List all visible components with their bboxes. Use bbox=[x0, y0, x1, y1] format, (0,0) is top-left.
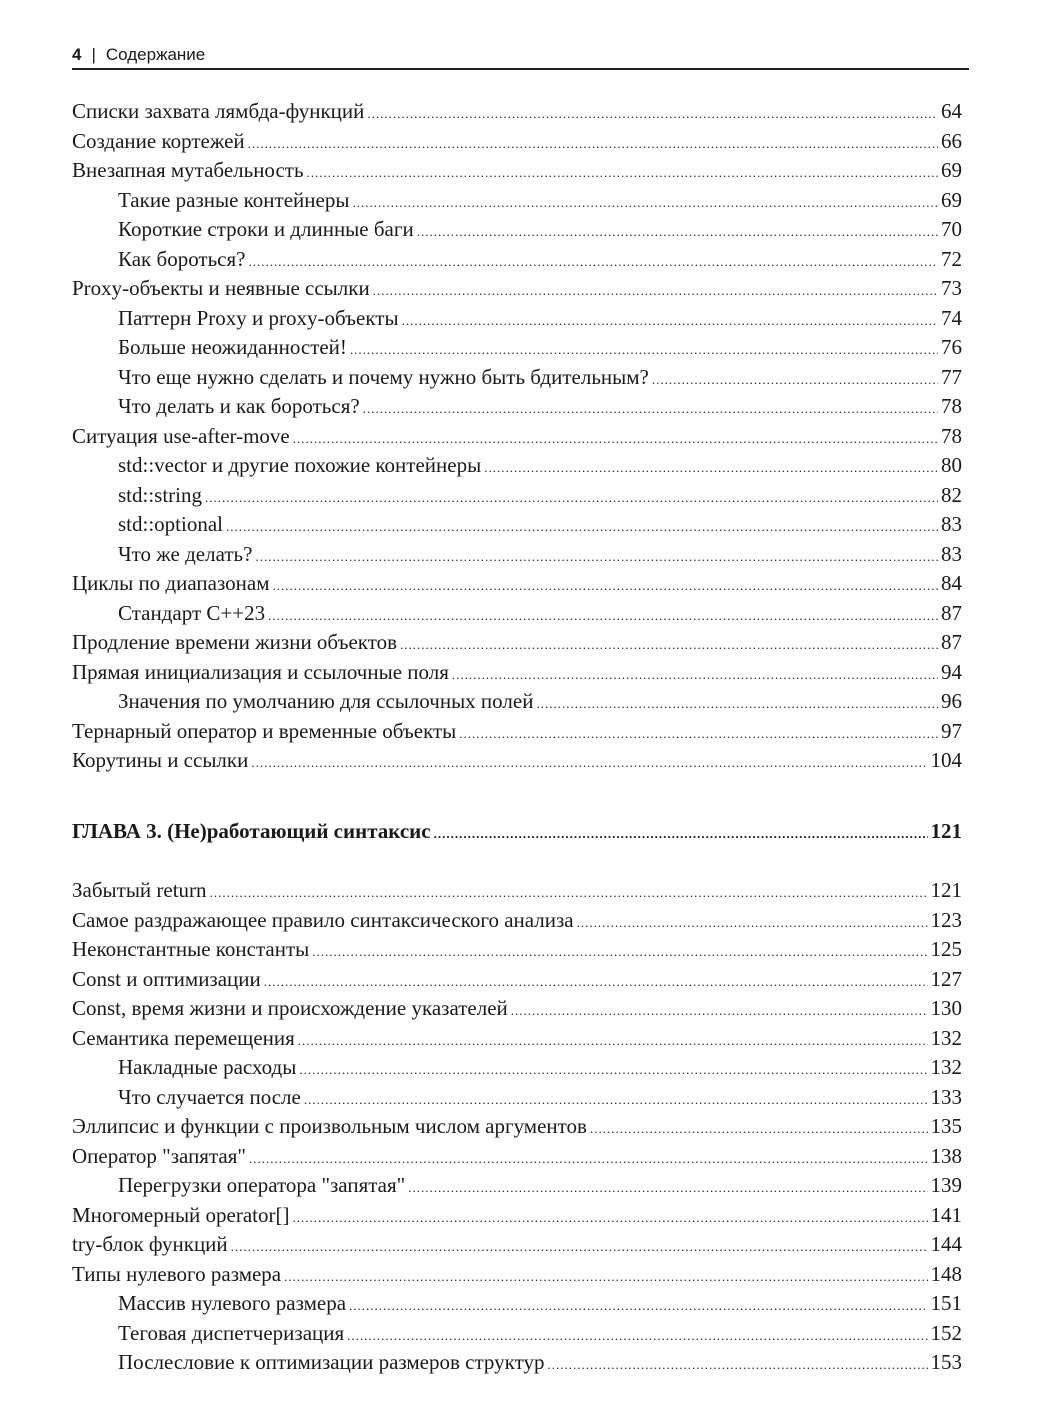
toc-subentry bbox=[118, 362, 962, 392]
toc-subentry bbox=[118, 539, 962, 569]
entry-page-number: 87 bbox=[941, 600, 962, 625]
entry-title: Эллипсис и функции с произвольным числом аргументов bbox=[72, 1114, 587, 1138]
dot-leader bbox=[417, 217, 938, 247]
entry-page-number: 104 bbox=[930, 748, 962, 772]
entry-page-number: 123 bbox=[930, 907, 962, 932]
entry-title: std::string bbox=[118, 482, 203, 507]
entry-title: Что случается после bbox=[118, 1084, 301, 1109]
toc-subentry bbox=[118, 214, 962, 244]
entry-page-number: 96 bbox=[941, 689, 962, 713]
dot-leader bbox=[255, 542, 938, 572]
toc-entry bbox=[72, 1200, 962, 1230]
dot-leader bbox=[511, 996, 928, 1026]
entry-title: Такие разные контейнеры bbox=[118, 187, 350, 212]
toc-subentry bbox=[118, 185, 962, 215]
dot-leader bbox=[248, 247, 938, 277]
entry-page-number: 130 bbox=[930, 996, 962, 1020]
entry-page-number: 74 bbox=[941, 305, 962, 330]
entry-title: Значения по умолчанию для ссылочных полей bbox=[118, 689, 534, 713]
entry-title: Создание кортежей bbox=[72, 128, 245, 153]
dot-leader bbox=[547, 1350, 927, 1380]
dot-leader bbox=[590, 1114, 928, 1144]
toc-entry bbox=[72, 875, 962, 905]
entry-title: Что же делать? bbox=[118, 541, 253, 566]
dot-leader bbox=[210, 878, 928, 908]
toc-entry bbox=[72, 568, 962, 598]
entry-title: Послесловие к оптимизации размеров структур bbox=[118, 1350, 545, 1374]
entry-title: Const, время жизни и происхождение указателей bbox=[72, 996, 508, 1020]
dot-leader bbox=[400, 630, 938, 660]
toc-subentry bbox=[118, 1318, 962, 1348]
dot-leader bbox=[304, 1085, 928, 1115]
entry-page-number: 152 bbox=[930, 1320, 962, 1345]
entry-title: Перегрузки оператора "запятая" bbox=[118, 1173, 406, 1197]
dot-leader bbox=[307, 158, 938, 188]
toc-subentry bbox=[118, 1052, 962, 1082]
toc-subentry bbox=[118, 1170, 962, 1200]
dot-leader bbox=[226, 512, 938, 542]
entry-title: Неконстантные константы bbox=[72, 937, 310, 961]
entry-page-number: 69 bbox=[941, 158, 962, 182]
dot-leader bbox=[248, 129, 938, 159]
dot-leader bbox=[312, 937, 927, 967]
toc-subentry bbox=[118, 598, 962, 628]
entry-page-number: 82 bbox=[941, 482, 962, 507]
entry-title: Оператор "запятая" bbox=[72, 1143, 246, 1168]
entry-title: std::optional bbox=[118, 512, 223, 536]
toc-entry bbox=[72, 993, 962, 1023]
dot-leader bbox=[349, 1291, 927, 1321]
dot-leader bbox=[484, 453, 938, 483]
toc-entry bbox=[72, 745, 962, 775]
dot-leader bbox=[249, 1144, 928, 1174]
entry-page-number: 64 bbox=[941, 99, 962, 123]
entry-title: Теговая диспетчеризация bbox=[118, 1320, 345, 1345]
entry-page-number: 70 bbox=[941, 217, 962, 241]
entry-title: Паттерн Proxy и proxy-объекты bbox=[118, 305, 399, 330]
entry-page-number: 72 bbox=[941, 246, 962, 271]
dot-leader bbox=[293, 1203, 928, 1233]
entry-title: Внезапная мутабельность bbox=[72, 158, 304, 182]
entry-page-number: 83 bbox=[941, 512, 962, 536]
entry-page-number: 94 bbox=[941, 659, 962, 684]
entry-page-number: 121 bbox=[930, 819, 962, 843]
entry-page-number: 97 bbox=[941, 718, 962, 743]
toc-subentry bbox=[118, 244, 962, 274]
entry-title: Как бороться? bbox=[118, 246, 246, 271]
entry-title: Const и оптимизации bbox=[72, 966, 261, 991]
dot-leader bbox=[299, 1055, 927, 1085]
toc-entry bbox=[72, 716, 962, 746]
toc-entry bbox=[72, 657, 962, 687]
entry-page-number: 87 bbox=[941, 630, 962, 654]
toc-entry bbox=[72, 421, 962, 451]
dot-leader bbox=[652, 365, 938, 395]
entry-page-number: 132 bbox=[930, 1025, 962, 1050]
entry-page-number: 127 bbox=[930, 966, 962, 991]
entry-title: Больше неожиданностей! bbox=[118, 335, 347, 359]
dot-leader bbox=[347, 1321, 927, 1351]
toc-entry bbox=[72, 1229, 962, 1259]
entry-page-number: 139 bbox=[930, 1173, 962, 1197]
dot-leader bbox=[434, 819, 928, 849]
toc-subentry bbox=[118, 1347, 962, 1377]
entry-title: Стандарт С++23 bbox=[118, 600, 266, 625]
toc-entry bbox=[72, 1023, 962, 1053]
dot-leader bbox=[408, 1173, 927, 1203]
dot-leader bbox=[284, 1262, 927, 1292]
dot-leader bbox=[352, 188, 938, 218]
entry-page-number: 132 bbox=[930, 1055, 962, 1079]
running-title: Содержание bbox=[105, 45, 206, 64]
entry-title: Тернарный оператор и временные объекты bbox=[72, 718, 457, 743]
entry-page-number: 153 bbox=[930, 1350, 962, 1374]
entry-title: ГЛАВА 3. (Не)работающий синтаксис bbox=[72, 819, 431, 843]
entry-page-number: 84 bbox=[941, 571, 962, 595]
entry-title: Прямая инициализация и ссылочные поля bbox=[72, 659, 449, 684]
toc-entry bbox=[72, 273, 962, 303]
dot-leader bbox=[205, 483, 938, 513]
toc-entry bbox=[72, 155, 962, 185]
toc-subentry bbox=[118, 391, 962, 421]
entry-page-number: 80 bbox=[941, 453, 962, 477]
toc-entry bbox=[72, 934, 962, 964]
entry-page-number: 121 bbox=[930, 878, 962, 902]
dot-leader bbox=[452, 660, 938, 690]
entry-title: Ситуация use-after-move bbox=[72, 423, 290, 448]
entry-title: Массив нулевого размера bbox=[118, 1291, 347, 1315]
toc-subentry bbox=[118, 686, 962, 716]
toc-entry bbox=[72, 627, 962, 657]
toc-entry bbox=[72, 1111, 962, 1141]
entry-title: Многомерный operator[] bbox=[72, 1202, 290, 1227]
entry-title: Циклы по диапазонам bbox=[72, 571, 270, 595]
toc-subentry bbox=[118, 332, 962, 362]
toc-subentry bbox=[118, 480, 962, 510]
entry-title: Продление времени жизни объектов bbox=[72, 630, 398, 654]
dot-leader bbox=[536, 689, 938, 719]
entry-title: Накладные расходы bbox=[118, 1055, 297, 1079]
entry-page-number: 66 bbox=[941, 128, 962, 153]
toc-entry bbox=[72, 1141, 962, 1171]
dot-leader bbox=[577, 908, 928, 938]
entry-title: Самое раздражающее правило синтаксического анализа bbox=[72, 907, 574, 932]
entry-page-number: 76 bbox=[941, 335, 962, 359]
entry-page-number: 148 bbox=[930, 1261, 962, 1286]
entry-title: try-блок функций bbox=[72, 1232, 228, 1256]
dot-leader bbox=[231, 1232, 928, 1262]
toc-entry bbox=[72, 126, 962, 156]
toc-entry bbox=[72, 964, 962, 994]
toc-entry bbox=[72, 1259, 962, 1289]
toc-subentry bbox=[118, 1082, 962, 1112]
entry-title: Proxy-объекты и неявные ссылки bbox=[72, 276, 370, 300]
dot-leader bbox=[298, 1026, 928, 1056]
toc-subentry bbox=[118, 1288, 962, 1318]
dot-leader bbox=[268, 601, 938, 631]
entry-title: Забытый return bbox=[72, 878, 207, 902]
entry-title: Что еще нужно сделать и почему нужно быть бдительным? bbox=[118, 364, 649, 389]
entry-page-number: 151 bbox=[930, 1291, 962, 1315]
dot-leader bbox=[264, 967, 928, 997]
entry-page-number: 77 bbox=[941, 364, 962, 389]
entry-title: Что делать и как бороться? bbox=[118, 394, 360, 418]
entry-page-number: 73 bbox=[941, 276, 962, 300]
entry-page-number: 83 bbox=[941, 541, 962, 566]
entry-title: Корутины и ссылки bbox=[72, 748, 249, 772]
entry-title: Короткие строки и длинные баги bbox=[118, 217, 414, 241]
entry-page-number: 135 bbox=[930, 1114, 962, 1138]
toc-subentry bbox=[118, 509, 962, 539]
dot-leader bbox=[251, 748, 927, 778]
toc-entry bbox=[72, 96, 962, 126]
entry-title: Типы нулевого размера bbox=[72, 1261, 282, 1286]
toc-subentry bbox=[118, 303, 962, 333]
dot-leader bbox=[272, 571, 938, 601]
entry-page-number: 69 bbox=[941, 187, 962, 212]
toc-entry bbox=[72, 905, 962, 935]
entry-page-number: 138 bbox=[930, 1143, 962, 1168]
dot-leader bbox=[373, 276, 938, 306]
entry-page-number: 78 bbox=[941, 423, 962, 448]
running-header bbox=[72, 44, 969, 70]
chapter-heading bbox=[72, 816, 962, 846]
header-separator: | bbox=[91, 45, 96, 64]
dot-leader bbox=[293, 424, 938, 454]
entry-title: Семантика перемещения bbox=[72, 1025, 295, 1050]
page-number: 4 bbox=[72, 45, 82, 64]
entry-page-number: 144 bbox=[930, 1232, 962, 1256]
entry-page-number: 125 bbox=[930, 937, 962, 961]
dot-leader bbox=[459, 719, 938, 749]
dot-leader bbox=[350, 335, 938, 365]
entry-title: Списки захвата лямбда-функций bbox=[72, 99, 365, 123]
entry-page-number: 141 bbox=[930, 1202, 962, 1227]
dot-leader bbox=[367, 99, 938, 129]
entry-page-number: 133 bbox=[930, 1084, 962, 1109]
entry-title: std::vector и другие похожие контейнеры bbox=[118, 453, 482, 477]
entry-page-number: 78 bbox=[941, 394, 962, 418]
toc-subentry bbox=[118, 450, 962, 480]
dot-leader bbox=[363, 394, 938, 424]
dot-leader bbox=[402, 306, 938, 336]
